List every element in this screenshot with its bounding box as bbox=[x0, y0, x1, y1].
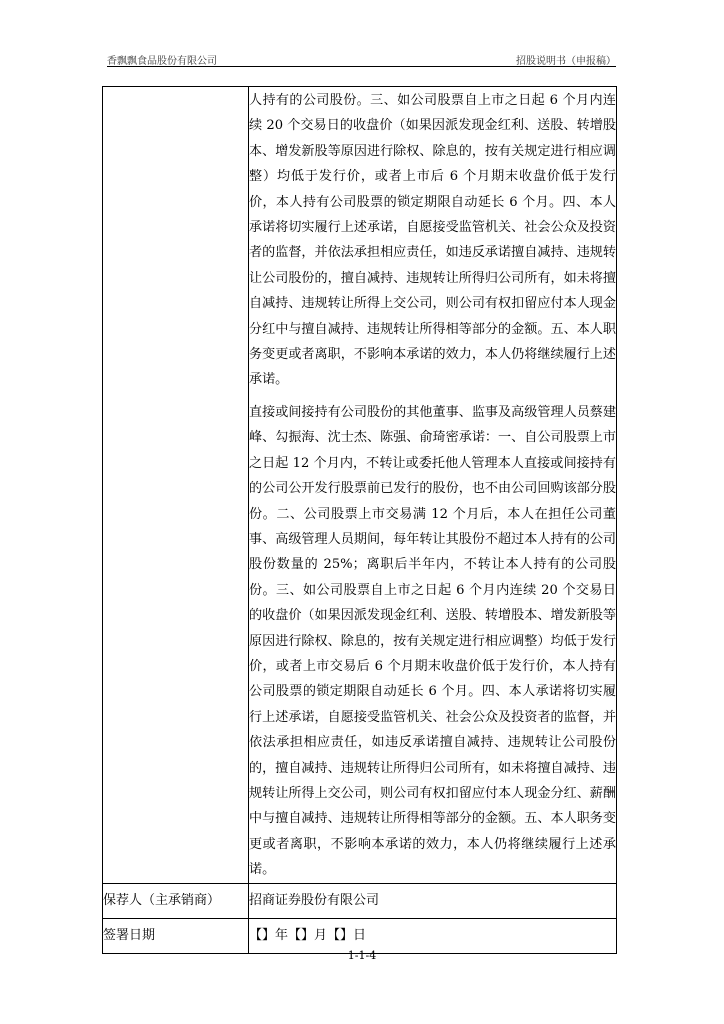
sponsor-value: 招商证券股份有限公司 bbox=[249, 892, 380, 908]
commitment-content-cell bbox=[249, 87, 617, 884]
sign-date-value-cell bbox=[249, 918, 617, 953]
header-document-title: 招股说明书（申报稿） bbox=[516, 56, 616, 67]
page-number: 1-1-4 bbox=[347, 949, 377, 962]
sponsor-value-cell bbox=[249, 883, 617, 918]
empty-label-cell bbox=[103, 87, 249, 884]
sign-date-label: 签署日期 bbox=[103, 927, 156, 943]
header-divider bbox=[107, 66, 616, 67]
commitment-paragraph-2: 直接或间接持有公司股份的其他董事、监事及高级管理人员蔡建峰、勾振海、沈士杰、陈强、俞琦密承诺：一、自公司股票上市之日起 12 个月内，不转让或委托他人管理本人直接或间接持有的公司公开发行股票前已发行的股份，也不由公司回购该部分股份。二、公司股票上市交易满 12 个月后，本人在担任公司董事、高级管理人员期间，每年转让其股份不超过本人持有的公司股份数量的 25%；离职后半年内，不转让本人持有的公司股份。三、如公司股票自上市之日起 6 个月内连续 20 个交易日的收盘价（如果因派发现金红利、送股、转增股本、增发新股等原因进行除权、除息的，按有关规定进行相应调整）均低于发行价，或者上市交易后 6 个月期末收盘价低于发行价，本人持有公司股票的锁定期限自动延长 6 个月。四、本人承诺将切实履行上述承诺，自愿接受监管机关、社会公众及投资者的监督，并依法承担相应责任，如违反承诺擅自减持、违规转让公司股份的，擅自减持、违规转让所得归公司所有，如未将擅自减持、违规转让所得上交公司，则公司有权扣留应付本人现金分红、薪酬中与擅自减持、违规转让所得相等部分的金额。五、本人职务变更或者离职，不影响本承诺的效力，本人仍将继续履行上述承诺。 bbox=[249, 404, 616, 878]
table-row-commitments bbox=[103, 87, 617, 884]
sign-date-label-cell bbox=[103, 918, 249, 953]
prospectus-table bbox=[102, 86, 617, 954]
table-row-sponsor bbox=[103, 883, 617, 918]
header-company-name: 香飘飘食品股份有限公司 bbox=[107, 56, 217, 67]
sign-date-value: 【】年【】月【】日 bbox=[249, 927, 367, 943]
commitment-paragraph-1: 人持有的公司股份。三、如公司股票自上市之日起 6 个月内连续 20 个交易日的收盘价（如果因派发现金红利、送股、转增股本、增发新股等原因进行除权、除息的，按有关规定进行相应调整）均低于发行价，或者上市后 6 个月期末收盘价低于发行价，本人持有公司股票的锁定期限自动延长 6 个月。四、本人承诺将切实履行上述承诺，自愿接受监管机关、社会公众及投资者的监督，并依法承担相应责任，如违反承诺擅自减持、违规转让公司股份的，擅自减持、违规转让所得归公司所有，如未将擅自减持、违规转让所得上交公司，则公司有权扣留应付本人现金分红中与擅自减持、违规转让所得相等部分的金额。五、本人职务变更或者离职，不影响本承诺的效力，本人仍将继续履行上述承诺。 bbox=[249, 93, 616, 388]
sponsor-label: 保荐人（主承销商） bbox=[103, 892, 221, 908]
page-header bbox=[107, 52, 616, 66]
sponsor-label-cell bbox=[103, 883, 249, 918]
table-row-sign-date bbox=[103, 918, 617, 953]
